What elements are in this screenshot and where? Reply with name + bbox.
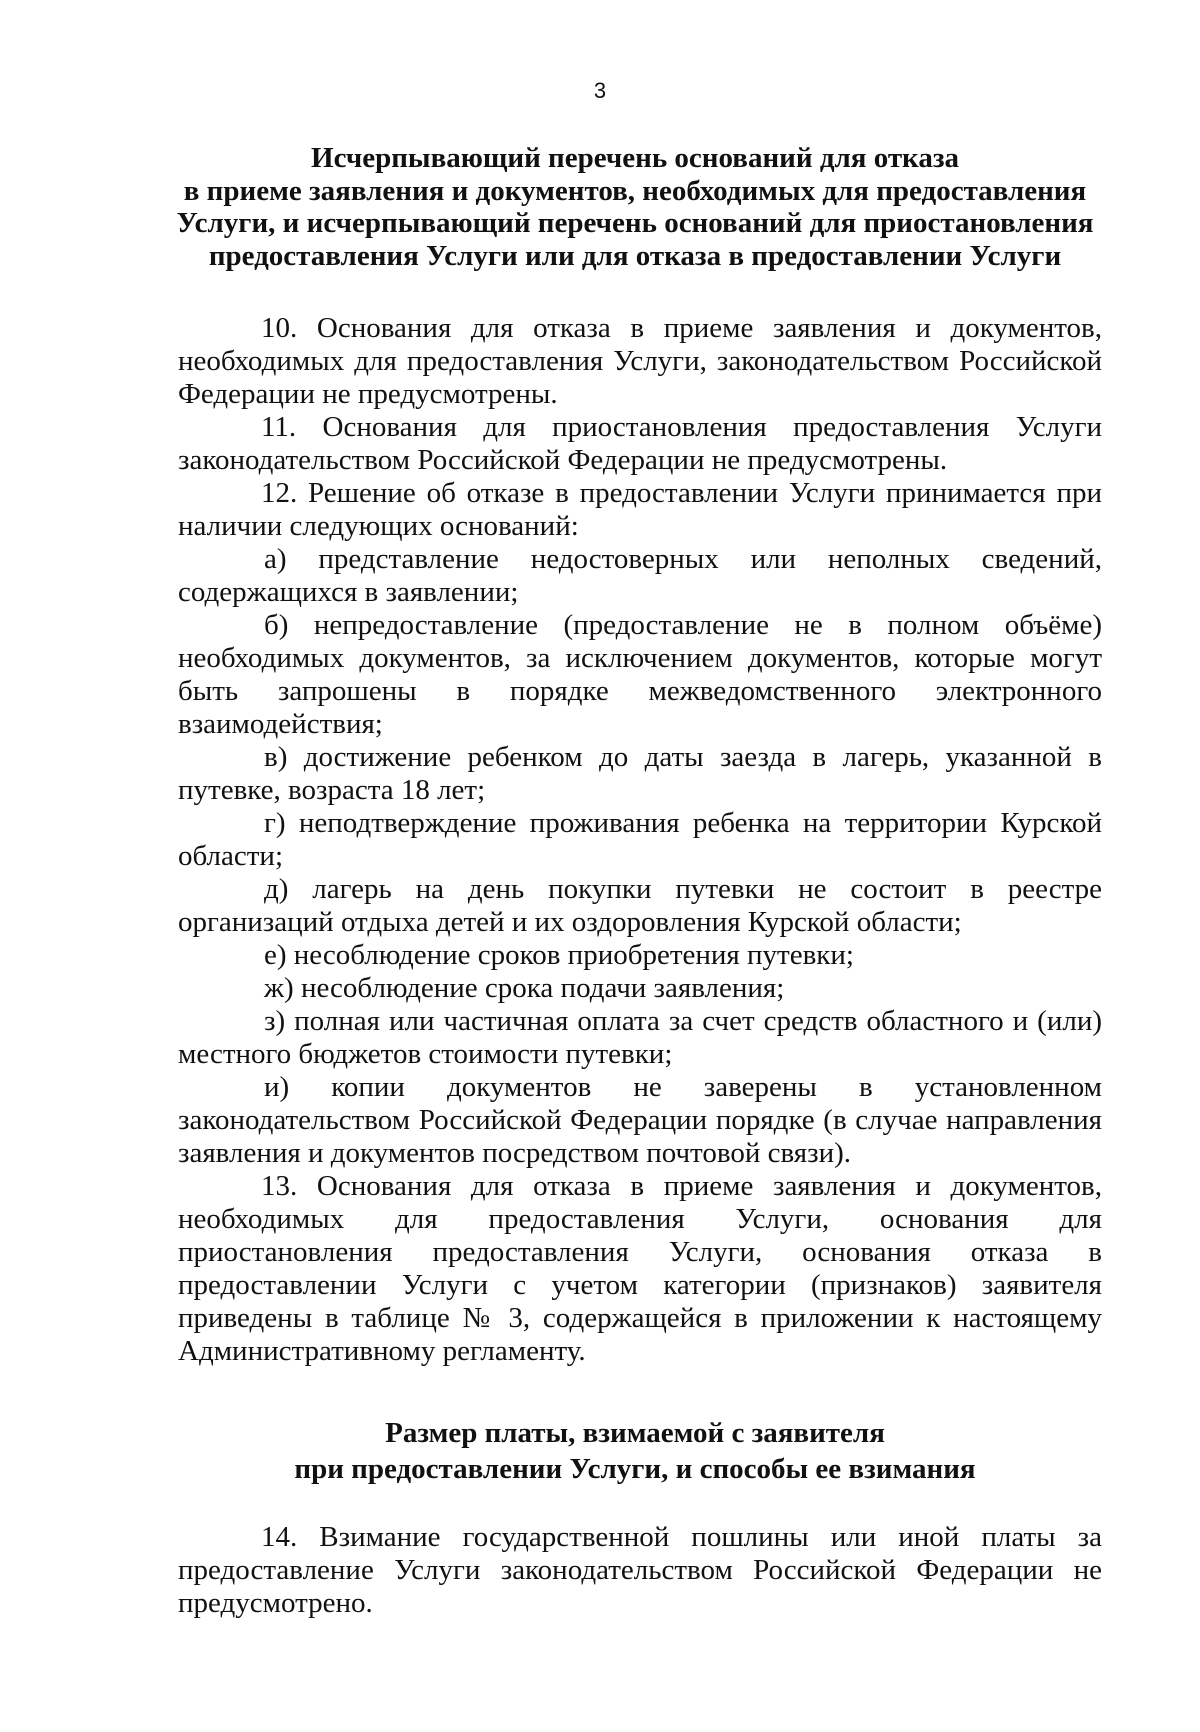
section-heading-refusal-grounds — [160, 142, 1110, 272]
list-item-zh: ж) несоблюдение срока подачи заявления; — [264, 972, 785, 1004]
list-item-g: г) неподтверждение проживания ребенка на территории Курской области; — [178, 807, 1102, 872]
paragraph-12: 12. Решение об отказе в предоставлении Услуги принимается при наличии следующих оснований: — [178, 477, 1102, 542]
heading-line: Исчерпывающий перечень оснований для отказа — [311, 142, 959, 174]
list-item-z: з) полная или частичная оплата за счет средств областного и (или) местного бюджетов стоимости путевки; — [178, 1005, 1102, 1070]
list-item-i: и) копии документов не заверены в установленном законодательством Российской Федерации порядке (в случае направления заявления и документов посредством почтовой связи). — [178, 1071, 1102, 1169]
section-heading-fees — [160, 1415, 1110, 1487]
page-number: 3 — [593, 78, 607, 103]
list-item-e: е) несоблюдение сроков приобретения путевки; — [264, 939, 854, 971]
paragraph-10: 10. Основания для отказа в приеме заявления и документов, необходимых для предоставления Услуги, законодательством Российской Федерации не предусмотрены. — [178, 312, 1102, 410]
heading-line: в приеме заявления и документов, необходимых для предоставления — [183, 174, 1087, 207]
list-item-d: д) лагерь на день покупки путевки не состоит в реестре организаций отдыха детей и их оздоровления Курской области; — [178, 873, 1102, 938]
list-item-b: б) непредоставление (предоставление не в полном объёме) необходимых документов, за исключением документов, которые могут быть запрошены в порядке межведомственного электронного взаимодействия; — [178, 609, 1102, 740]
heading-line: Размер платы, взимаемой с заявителя — [385, 1417, 885, 1449]
heading-line: Услуги, и исчерпывающий перечень оснований для приостановления — [176, 207, 1094, 239]
paragraph-14: 14. Взимание государственной пошлины или иной платы за предоставление Услуги законодательством Российской Федерации не предусмотрено. — [178, 1521, 1102, 1619]
list-item-v: в) достижение ребенком до даты заезда в лагерь, указанной в путевке, возраста 18 лет; — [178, 741, 1102, 806]
fees-body — [178, 1521, 1102, 1620]
heading-line: при предоставлении Услуги, и способы ее взимания — [294, 1453, 976, 1485]
paragraph-11: 11. Основания для приостановления предоставления Услуги законодательством Российской Федерации не предусмотрены. — [178, 411, 1102, 476]
list-item-a: а) представление недостоверных или неполных сведений, содержащихся в заявлении; — [178, 543, 1102, 608]
heading-line: предоставления Услуги или для отказа в предоставлении Услуги — [208, 239, 1062, 272]
refusal-grounds-body — [178, 312, 1102, 1368]
paragraph-13: 13. Основания для отказа в приеме заявления и документов, необходимых для предоставления Услуги, основания для приостановления предоставления Услуги, основания отказа в предоставлении Услуги с учетом категории (признаков) заявителя приведены в таблице № 3, содержащейся в приложении к настоящему Административному регламенту. — [178, 1170, 1102, 1367]
